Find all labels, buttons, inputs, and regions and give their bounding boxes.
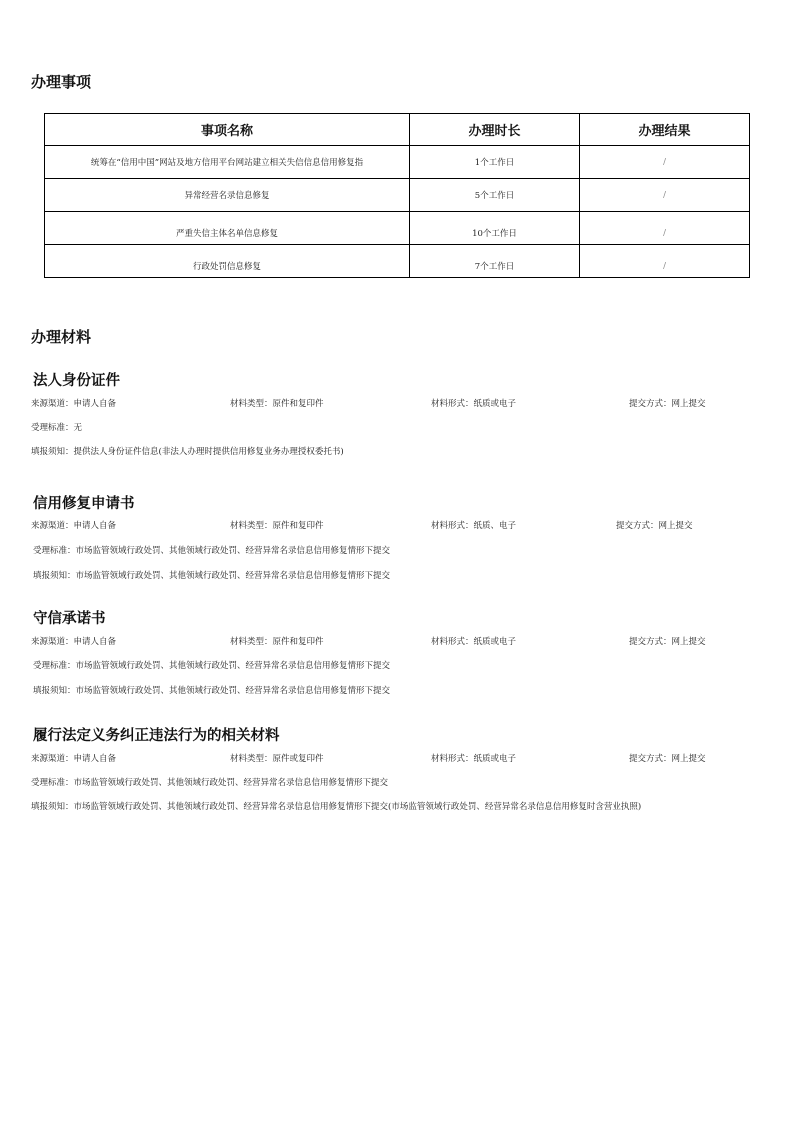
material-title: 履行法定义务纠正违法行为的相关材料 (33, 728, 280, 744)
material-source: 来源渠道：申请人自备 (31, 399, 117, 409)
row-duration: 1个工作日 (410, 146, 580, 179)
row-item-name: 统筹在“信用中国”网站及地方信用平台网站建立相关失信信息信用修复指 (45, 146, 410, 179)
material-source: 来源渠道：申请人自备 (31, 637, 117, 647)
material-type: 材料类型：原件和复印件 (230, 399, 324, 409)
material-standard: 受理标准：市场监管领域行政处罚、其他领域行政处罚、经营异常名录信息信用修复情形下提交 (31, 778, 389, 788)
material-standard: 受理标准：无 (31, 423, 83, 433)
material-form: 材料形式：纸质或电子 (431, 637, 517, 647)
table-row (45, 179, 750, 212)
material-title: 信用修复申请书 (33, 496, 135, 512)
table-header-row (45, 114, 750, 146)
material-source: 来源渠道：申请人自备 (31, 754, 117, 764)
material-form: 材料形式：纸质或电子 (431, 754, 517, 764)
material-notice: 填报须知：市场监管领域行政处罚、其他领域行政处罚、经营异常名录信息信用修复情形下提交 (33, 686, 391, 696)
header-duration: 办理时长 (410, 114, 580, 146)
material-type: 材料类型：原件和复印件 (230, 521, 324, 531)
material-submit: 提交方式：网上提交 (629, 637, 706, 647)
section-title-materials: 办理材料 (31, 328, 92, 346)
row-item-name: 异常经营名录信息修复 (45, 179, 410, 212)
row-item-name: 严重失信主体名单信息修复 (45, 212, 410, 245)
header-result: 办理结果 (580, 114, 750, 146)
material-source: 来源渠道：申请人自备 (31, 521, 117, 531)
header-item-name: 事项名称 (45, 114, 410, 146)
material-title: 法人身份证件 (33, 373, 120, 389)
row-duration: 5个工作日 (410, 179, 580, 212)
material-submit: 提交方式：网上提交 (616, 521, 693, 531)
items-table (44, 113, 750, 278)
material-type: 材料类型：原件和复印件 (230, 637, 324, 647)
material-form: 材料形式：纸质或电子 (431, 399, 517, 409)
section-title-items: 办理事项 (31, 73, 92, 91)
material-notice: 填报须知：市场监管领域行政处罚、其他领域行政处罚、经营异常名录信息信用修复情形下提交 (33, 571, 391, 581)
material-standard: 受理标准：市场监管领域行政处罚、其他领域行政处罚、经营异常名录信息信用修复情形下提交 (33, 546, 391, 556)
row-item-name: 行政处罚信息修复 (45, 245, 410, 278)
material-title: 守信承诺书 (33, 611, 106, 627)
row-duration: 10个工作日 (410, 212, 580, 245)
table-row (45, 146, 750, 179)
row-result: / (580, 212, 750, 245)
row-duration: 7个工作日 (410, 245, 580, 278)
material-form: 材料形式：纸质、电子 (431, 521, 517, 531)
material-type: 材料类型：原件或复印件 (230, 754, 324, 764)
material-notice: 填报须知：市场监管领域行政处罚、其他领域行政处罚、经营异常名录信息信用修复情形下提交(市场监管领域行政处罚、经营异常名录信息信用修复时含营业执照) (31, 802, 642, 812)
material-notice: 填报须知：提供法人身份证件信息(非法人办理时提供信用修复业务办理授权委托书) (31, 447, 344, 457)
row-result: / (580, 245, 750, 278)
row-result: / (580, 146, 750, 179)
material-standard: 受理标准：市场监管领域行政处罚、其他领域行政处罚、经营异常名录信息信用修复情形下提交 (33, 661, 391, 671)
row-result: / (580, 179, 750, 212)
material-submit: 提交方式：网上提交 (629, 754, 706, 764)
table-row (45, 212, 750, 245)
table-row (45, 245, 750, 278)
material-submit: 提交方式：网上提交 (629, 399, 706, 409)
